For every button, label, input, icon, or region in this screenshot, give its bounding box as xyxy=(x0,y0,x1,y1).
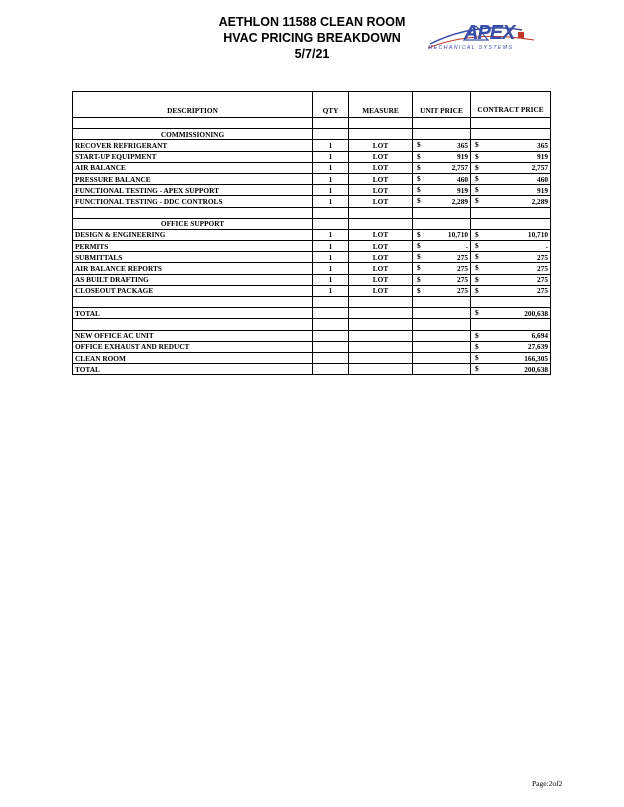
grand-total-label: TOTAL xyxy=(73,364,313,375)
empty-cell xyxy=(313,118,349,129)
row-contract-price-value: 365 xyxy=(537,140,548,150)
row-unit-price-value: 275 xyxy=(457,252,468,262)
row-contract-price xyxy=(471,252,551,263)
currency-symbol: $ xyxy=(475,185,479,195)
table-row xyxy=(73,241,551,252)
empty-cell xyxy=(313,207,349,218)
page-number: Page:2of2 xyxy=(532,779,563,788)
currency-symbol: $ xyxy=(475,330,479,340)
empty-cell xyxy=(313,129,349,140)
empty-cell xyxy=(413,297,471,308)
logo-brand: APEX xyxy=(464,22,515,44)
row-measure: LOT xyxy=(349,285,413,296)
summary-description: OFFICE EXHAUST AND REDUCT xyxy=(73,341,313,352)
empty-cell xyxy=(313,308,349,319)
row-description: FUNCTIONAL TESTING - DDC CONTROLS xyxy=(73,196,313,207)
row-contract-price-value: 275 xyxy=(537,275,548,285)
summary-value-value: 27,639 xyxy=(527,342,548,352)
grand-total-row xyxy=(73,364,551,375)
row-qty: 1 xyxy=(313,252,349,263)
section-header-row xyxy=(73,218,551,229)
row-unit-price-value: 2,289 xyxy=(451,196,468,206)
empty-cell xyxy=(73,207,313,218)
empty-cell xyxy=(349,330,413,341)
currency-symbol: $ xyxy=(417,241,421,251)
summary-value-value: 166,305 xyxy=(524,353,548,363)
row-contract-price xyxy=(471,196,551,207)
row-contract-price xyxy=(471,285,551,296)
table-row xyxy=(73,252,551,263)
row-measure: LOT xyxy=(349,151,413,162)
row-qty: 1 xyxy=(313,274,349,285)
empty-cell xyxy=(471,218,551,229)
spacer-row xyxy=(73,118,551,129)
empty-cell xyxy=(313,364,349,375)
row-contract-price xyxy=(471,162,551,173)
row-contract-price-value: 275 xyxy=(537,286,548,296)
currency-symbol: $ xyxy=(475,252,479,262)
row-unit-price xyxy=(413,285,471,296)
currency-symbol: $ xyxy=(417,185,421,195)
row-contract-price-value: - xyxy=(545,241,548,251)
table-row xyxy=(73,185,551,196)
row-description: SUBMITTALS xyxy=(73,252,313,263)
currency-symbol: $ xyxy=(417,229,421,239)
col-header-measure: MEASURE xyxy=(349,92,413,118)
row-description: RECOVER REFRIGERANT xyxy=(73,140,313,151)
pricing-table-body xyxy=(73,92,551,375)
empty-cell xyxy=(349,308,413,319)
row-qty: 1 xyxy=(313,263,349,274)
row-contract-price-value: 919 xyxy=(537,152,548,162)
row-contract-price-value: 275 xyxy=(537,264,548,274)
total-value xyxy=(471,308,551,319)
summary-value xyxy=(471,341,551,352)
row-contract-price-value: 275 xyxy=(537,252,548,262)
empty-cell xyxy=(349,118,413,129)
currency-symbol: $ xyxy=(475,285,479,295)
currency-symbol: $ xyxy=(417,196,421,206)
row-contract-price-value: 10,710 xyxy=(527,230,548,240)
summary-value-value: 6,694 xyxy=(531,331,548,341)
row-contract-price xyxy=(471,185,551,196)
header-subtitle: HVAC PRICING BREAKDOWN xyxy=(223,31,401,45)
empty-cell xyxy=(413,352,471,363)
table-row xyxy=(73,285,551,296)
currency-symbol: $ xyxy=(475,173,479,183)
empty-cell xyxy=(413,118,471,129)
summary-row xyxy=(73,341,551,352)
spacer-row xyxy=(73,297,551,308)
row-unit-price-value: 10,710 xyxy=(447,230,468,240)
empty-cell xyxy=(73,118,313,129)
row-contract-price xyxy=(471,151,551,162)
currency-symbol: $ xyxy=(475,151,479,161)
empty-cell xyxy=(313,218,349,229)
col-header-description: DESCRIPTION xyxy=(73,92,313,118)
row-contract-price-value: 2,757 xyxy=(531,163,548,173)
currency-symbol: $ xyxy=(475,263,479,273)
row-unit-price xyxy=(413,252,471,263)
currency-symbol: $ xyxy=(417,285,421,295)
empty-cell xyxy=(313,330,349,341)
empty-cell xyxy=(413,129,471,140)
table-row xyxy=(73,229,551,240)
empty-cell xyxy=(471,118,551,129)
row-qty: 1 xyxy=(313,241,349,252)
row-contract-price xyxy=(471,173,551,184)
row-measure: LOT xyxy=(349,162,413,173)
empty-cell xyxy=(349,364,413,375)
empty-cell xyxy=(73,297,313,308)
empty-cell xyxy=(413,341,471,352)
summary-value xyxy=(471,330,551,341)
empty-cell xyxy=(413,207,471,218)
empty-cell xyxy=(313,297,349,308)
currency-symbol: $ xyxy=(475,229,479,239)
empty-cell xyxy=(413,364,471,375)
currency-symbol: $ xyxy=(475,140,479,150)
empty-cell xyxy=(349,319,413,330)
row-description: PERMITS xyxy=(73,241,313,252)
row-unit-price-value: 275 xyxy=(457,275,468,285)
row-qty: 1 xyxy=(313,162,349,173)
table-header-row xyxy=(73,92,551,118)
summary-description: NEW OFFICE AC UNIT xyxy=(73,330,313,341)
total-label: TOTAL xyxy=(73,308,313,319)
row-contract-price xyxy=(471,140,551,151)
row-qty: 1 xyxy=(313,173,349,184)
row-description: DESIGN & ENGINEERING xyxy=(73,229,313,240)
row-unit-price xyxy=(413,229,471,240)
row-measure: LOT xyxy=(349,263,413,274)
empty-cell xyxy=(413,308,471,319)
table-row xyxy=(73,151,551,162)
spacer-row xyxy=(73,207,551,218)
currency-symbol: $ xyxy=(475,308,479,318)
spacer-row xyxy=(73,319,551,330)
row-description: AIR BALANCE REPORTS xyxy=(73,263,313,274)
currency-symbol: $ xyxy=(475,341,479,351)
empty-cell xyxy=(349,218,413,229)
row-measure: LOT xyxy=(349,196,413,207)
summary-description: CLEAN ROOM xyxy=(73,352,313,363)
row-unit-price-value: 275 xyxy=(457,264,468,274)
currency-symbol: $ xyxy=(475,241,479,251)
row-unit-price xyxy=(413,185,471,196)
row-contract-price-value: 460 xyxy=(537,174,548,184)
row-unit-price xyxy=(413,196,471,207)
header-date: 5/7/21 xyxy=(294,47,330,61)
section-title: OFFICE SUPPORT xyxy=(73,218,313,229)
row-contract-price-value: 919 xyxy=(537,185,548,195)
apex-logo xyxy=(424,20,536,58)
row-unit-price xyxy=(413,173,471,184)
row-unit-price-value: 275 xyxy=(457,286,468,296)
row-contract-price-value: 2,289 xyxy=(531,196,548,206)
total-row xyxy=(73,308,551,319)
section-header-row xyxy=(73,129,551,140)
table-row xyxy=(73,263,551,274)
row-unit-price xyxy=(413,162,471,173)
row-description: START-UP EQUIPMENT xyxy=(73,151,313,162)
empty-cell xyxy=(349,352,413,363)
currency-symbol: $ xyxy=(417,151,421,161)
row-qty: 1 xyxy=(313,140,349,151)
grand-total-value-value: 200,638 xyxy=(524,364,548,374)
summary-row xyxy=(73,330,551,341)
table-row xyxy=(73,140,551,151)
empty-cell xyxy=(413,330,471,341)
currency-symbol: $ xyxy=(475,274,479,284)
row-unit-price xyxy=(413,151,471,162)
row-unit-price-value: - xyxy=(465,241,468,251)
row-unit-price xyxy=(413,140,471,151)
row-description: FUNCTIONAL TESTING - APEX SUPPORT xyxy=(73,185,313,196)
empty-cell xyxy=(413,218,471,229)
row-measure: LOT xyxy=(349,252,413,263)
row-unit-price-value: 919 xyxy=(457,152,468,162)
row-measure: LOT xyxy=(349,229,413,240)
summary-value xyxy=(471,352,551,363)
empty-cell xyxy=(313,341,349,352)
pricing-table xyxy=(72,91,551,375)
empty-cell xyxy=(313,352,349,363)
empty-cell xyxy=(349,207,413,218)
row-qty: 1 xyxy=(313,151,349,162)
currency-symbol: $ xyxy=(417,252,421,262)
row-measure: LOT xyxy=(349,274,413,285)
row-unit-price-value: 2,757 xyxy=(451,163,468,173)
currency-symbol: $ xyxy=(475,196,479,206)
empty-cell xyxy=(313,319,349,330)
currency-symbol: $ xyxy=(417,274,421,284)
row-description: AIR BALANCE xyxy=(73,162,313,173)
empty-cell xyxy=(471,319,551,330)
table-row xyxy=(73,173,551,184)
row-contract-price xyxy=(471,263,551,274)
row-measure: LOT xyxy=(349,173,413,184)
row-description: AS BUILT DRAFTING xyxy=(73,274,313,285)
row-description: PRESSURE BALANCE xyxy=(73,173,313,184)
empty-cell xyxy=(413,319,471,330)
row-contract-price xyxy=(471,274,551,285)
row-unit-price-value: 919 xyxy=(457,185,468,195)
row-measure: LOT xyxy=(349,185,413,196)
empty-cell xyxy=(349,297,413,308)
table-row xyxy=(73,274,551,285)
empty-cell xyxy=(471,129,551,140)
empty-cell xyxy=(73,319,313,330)
row-qty: 1 xyxy=(313,196,349,207)
col-header-qty: QTY xyxy=(313,92,349,118)
currency-symbol: $ xyxy=(475,364,479,374)
currency-symbol: $ xyxy=(417,173,421,183)
summary-row xyxy=(73,352,551,363)
header-title: AETHLON 11588 CLEAN ROOM xyxy=(218,15,406,29)
currency-symbol: $ xyxy=(475,162,479,172)
currency-symbol: $ xyxy=(417,140,421,150)
row-measure: LOT xyxy=(349,140,413,151)
table-row xyxy=(73,162,551,173)
empty-cell xyxy=(471,297,551,308)
row-qty: 1 xyxy=(313,185,349,196)
empty-cell xyxy=(471,207,551,218)
currency-symbol: $ xyxy=(417,263,421,273)
row-description: CLOSEOUT PACKAGE xyxy=(73,285,313,296)
row-unit-price xyxy=(413,274,471,285)
section-title: COMMISSIONING xyxy=(73,129,313,140)
row-qty: 1 xyxy=(313,285,349,296)
currency-symbol: $ xyxy=(417,162,421,172)
row-measure: LOT xyxy=(349,241,413,252)
row-unit-price-value: 460 xyxy=(457,174,468,184)
table-row xyxy=(73,196,551,207)
currency-symbol: $ xyxy=(475,352,479,362)
col-header-contract-price: CONTRACT PRICE xyxy=(471,92,551,118)
row-unit-price xyxy=(413,263,471,274)
total-value-value: 200,638 xyxy=(524,308,548,318)
row-unit-price xyxy=(413,241,471,252)
row-qty: 1 xyxy=(313,229,349,240)
col-header-unit-price: UNIT PRICE xyxy=(413,92,471,118)
row-contract-price xyxy=(471,241,551,252)
empty-cell xyxy=(349,341,413,352)
logo-tagline: MECHANICAL SYSTEMS xyxy=(428,45,514,51)
row-contract-price xyxy=(471,229,551,240)
empty-cell xyxy=(349,129,413,140)
grand-total-value xyxy=(471,364,551,375)
row-unit-price-value: 365 xyxy=(457,140,468,150)
